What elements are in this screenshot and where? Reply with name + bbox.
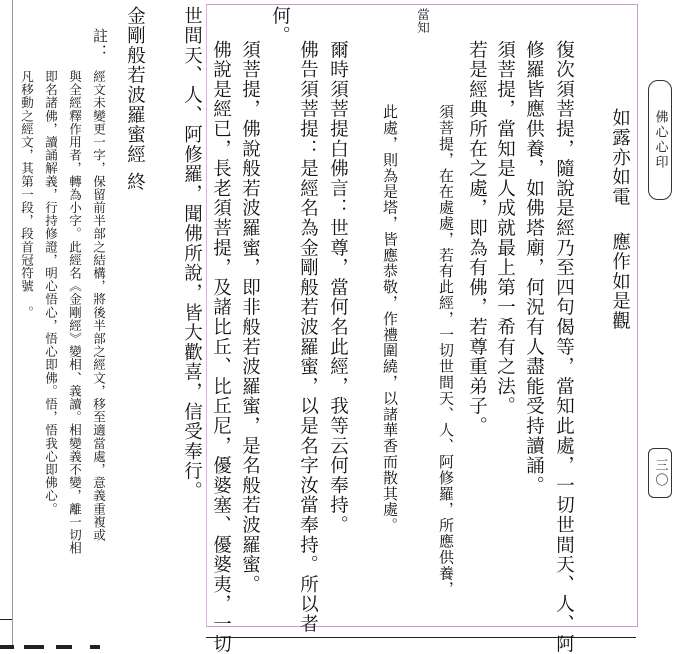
sutra-column-9: 須菩提，佛說般若波羅蜜，即非般若波羅蜜，是名般若波羅蜜。	[239, 40, 261, 595]
left-rule	[0, 619, 12, 620]
page-number-tab	[648, 448, 672, 498]
note-line-2: 與全經釋作用者，轉為小字。此經名《金剛經》變相、義讀。相變義不變，離一切相	[67, 70, 83, 555]
page-number: 三〇	[652, 458, 668, 488]
sutra-column-8-tail: 何。	[269, 6, 291, 46]
sutra-column-3: 須菩提，當知是人成就最上第一希有之法。	[494, 40, 516, 417]
sutra-column-11: 世間天、人、阿修羅，聞佛所說，皆大歡喜，信受奉行。	[181, 6, 203, 501]
sutra-column-2: 修羅皆應供養，如佛塔廟，何況有人盡能受持讀誦。	[523, 40, 545, 496]
sutra-column-10: 佛說是經已，長老須菩提，及諸比丘、比丘尼，優婆塞、優婆夷，一切	[210, 40, 232, 654]
sutra-column-4: 若是經典所在之處，即為有佛，若尊重弟子。	[466, 40, 488, 436]
sutra-column-6: 此處，則為是塔，皆應恭敬，作禮圍繞，以諸華香而散其處。	[381, 104, 399, 534]
verse-line-2: 應作如是觀	[609, 232, 631, 331]
sutra-title: 金剛般若波羅蜜經	[124, 6, 146, 165]
note-line-4: 凡移動之經文，其第一段，段首冠符號 。	[19, 70, 35, 319]
notes-label: 註：	[91, 28, 109, 60]
note-line-3: 即名諸佛，讀誦解義，行持修證，明心悟心，悟心即佛。悟，悟我心即佛心。	[43, 70, 59, 516]
book-title-label: 佛心心印	[652, 110, 668, 170]
sutra-column-7: 爾時須菩提白佛言：世尊，當何名此經，我等云何奉持。	[327, 40, 349, 535]
note-line-1: 經文未變更一字，保留前半部之結構，將後半部之經文，移至適當處，意義重複或	[91, 70, 107, 542]
book-title-tab[interactable]	[648, 80, 672, 200]
left-margin-line	[12, 0, 13, 649]
verse-line-1: 如露亦如電	[609, 108, 631, 207]
sutra-end-mark: 終	[124, 172, 146, 192]
sutra-column-8: 佛告須菩提：是經名為金剛般若波羅蜜，以是名字汝當奉持。所以者	[297, 40, 319, 634]
sutra-column-5: 須菩提，在在處處，若有此經，一切世間天、人、阿修羅，所應供養，	[437, 104, 455, 597]
sutra-column-5-note: 當知	[415, 8, 431, 35]
sutra-column-1: 復次須菩提，隨說是經乃至四句偈等，當知此處，一切世間天、人、阿	[553, 40, 575, 654]
